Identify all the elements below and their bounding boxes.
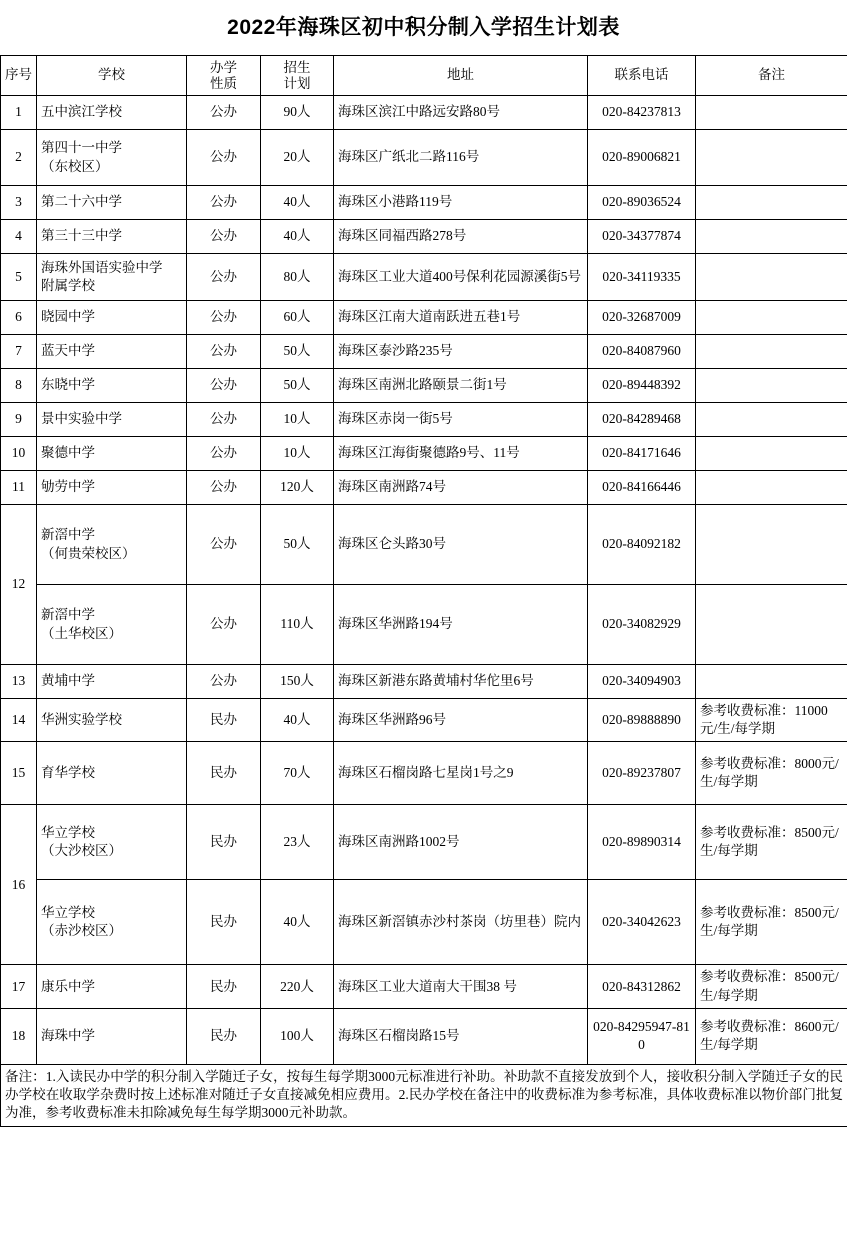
table-header	[1, 56, 847, 96]
page-title: 2022年海珠区初中积分制入学招生计划表	[227, 15, 620, 39]
cell-note	[696, 130, 847, 186]
cell-school	[37, 471, 187, 505]
cell-school	[37, 585, 187, 665]
header-index: 序号	[1, 56, 37, 96]
cell-school-type: 公办	[187, 301, 261, 335]
cell-quota: 100人	[261, 1008, 334, 1064]
school-campus: （土华校区）	[41, 625, 122, 641]
row-index: 10	[1, 437, 37, 471]
school-name: 第四十一中学	[41, 140, 122, 156]
school-name: 晓园中学	[41, 309, 95, 325]
row-index: 7	[1, 335, 37, 369]
cell-address: 海珠区石榴岗路七星岗1号之9	[334, 742, 588, 805]
cell-school	[37, 130, 187, 186]
cell-quota: 50人	[261, 369, 334, 403]
cell-note: 参考收费标准：8000元/生/每学期	[696, 742, 847, 805]
cell-school	[37, 742, 187, 805]
table-row	[1, 471, 847, 505]
title-bar	[0, 0, 847, 55]
cell-quota: 50人	[261, 335, 334, 369]
cell-quota: 150人	[261, 665, 334, 699]
cell-school	[37, 254, 187, 301]
cell-school-type: 民办	[187, 699, 261, 742]
footnote-text: 备注：1.入读民办中学的积分制入学随迁子女，按每生每学期3000元标准进行补助。补助款不直接发放到个人，接收积分制入学随迁子女的民办学校在收取学杂费时按上述标准对随迁子女直接减免相应费用。2.民办学校在备注中的收费标准为参考标准，具体收费标准以物价部门批复为准，参考收费标准未扣除减免每生每学期3000元补助款。	[1, 1064, 847, 1126]
cell-quota: 40人	[261, 186, 334, 220]
cell-address: 海珠区滨江中路远安路80号	[334, 96, 588, 130]
school-name: 华立学校	[41, 905, 95, 921]
cell-address: 海珠区江海街聚德路9号、11号	[334, 437, 588, 471]
table-row	[1, 1008, 847, 1064]
cell-school-type: 公办	[187, 437, 261, 471]
cell-school	[37, 220, 187, 254]
cell-address: 海珠区小港路119号	[334, 186, 588, 220]
row-index: 4	[1, 220, 37, 254]
cell-address: 海珠区新滘镇赤沙村茶岗（坊里巷）院内	[334, 880, 588, 965]
cell-school	[37, 1008, 187, 1064]
cell-note	[696, 403, 847, 437]
cell-address: 海珠区新港东路黄埔村华佗里6号	[334, 665, 588, 699]
table-row	[1, 437, 847, 471]
table-footer	[1, 1064, 847, 1126]
school-name: 新滘中学	[41, 527, 95, 543]
row-index: 13	[1, 665, 37, 699]
cell-school-type: 公办	[187, 403, 261, 437]
cell-note	[696, 186, 847, 220]
cell-quota: 110人	[261, 585, 334, 665]
cell-quota: 60人	[261, 301, 334, 335]
cell-note	[696, 220, 847, 254]
row-index: 12	[1, 505, 37, 665]
cell-school-type: 公办	[187, 335, 261, 369]
cell-quota: 220人	[261, 965, 334, 1008]
header-quota-line1: 招生	[283, 59, 311, 75]
table-row	[1, 254, 847, 301]
school-name: 康乐中学	[41, 978, 95, 994]
cell-school	[37, 369, 187, 403]
row-index: 6	[1, 301, 37, 335]
cell-note: 参考收费标准：8500元/生/每学期	[696, 965, 847, 1008]
cell-note	[696, 505, 847, 585]
school-name: 景中实验中学	[41, 411, 122, 427]
cell-note	[696, 665, 847, 699]
row-index: 17	[1, 965, 37, 1008]
cell-school	[37, 805, 187, 880]
cell-quota: 40人	[261, 220, 334, 254]
row-index: 15	[1, 742, 37, 805]
cell-phone: 020-89888890	[588, 699, 696, 742]
school-name: 海珠外国语实验中学	[41, 259, 163, 275]
table-row	[1, 186, 847, 220]
cell-school	[37, 880, 187, 965]
cell-address: 海珠区南洲路74号	[334, 471, 588, 505]
cell-school-type: 公办	[187, 505, 261, 585]
row-index: 1	[1, 96, 37, 130]
cell-phone: 020-89890314	[588, 805, 696, 880]
cell-phone: 020-84171646	[588, 437, 696, 471]
cell-note	[696, 301, 847, 335]
cell-note: 参考收费标准：8500元/生/每学期	[696, 880, 847, 965]
school-name: 黄埔中学	[41, 673, 95, 689]
enrollment-plan-table	[0, 55, 847, 1127]
cell-note	[696, 335, 847, 369]
table-row	[1, 665, 847, 699]
table-row	[1, 335, 847, 369]
table-row	[1, 699, 847, 742]
cell-address: 海珠区江南大道南跃进五巷1号	[334, 301, 588, 335]
cell-quota: 70人	[261, 742, 334, 805]
cell-school-type: 公办	[187, 369, 261, 403]
cell-note: 参考收费标准：8500元/生/每学期	[696, 805, 847, 880]
school-name: 华洲实验学校	[41, 712, 122, 728]
header-type-line1: 办学	[210, 59, 237, 75]
cell-school	[37, 965, 187, 1008]
row-index: 8	[1, 369, 37, 403]
cell-quota: 10人	[261, 403, 334, 437]
school-campus: （赤沙校区）	[41, 923, 122, 939]
table-row	[1, 880, 847, 965]
cell-school	[37, 335, 187, 369]
row-index: 16	[1, 805, 37, 965]
cell-address: 海珠区华洲路96号	[334, 699, 588, 742]
cell-address: 海珠区工业大道400号保利花园源溪街5号	[334, 254, 588, 301]
cell-school	[37, 505, 187, 585]
cell-phone: 020-84312862	[588, 965, 696, 1008]
cell-school-type: 公办	[187, 130, 261, 186]
cell-quota: 50人	[261, 505, 334, 585]
cell-address: 海珠区南洲北路颐景二街1号	[334, 369, 588, 403]
cell-address: 海珠区泰沙路235号	[334, 335, 588, 369]
school-campus: （何贵荣校区）	[41, 545, 136, 561]
cell-school	[37, 403, 187, 437]
header-quota	[261, 56, 334, 96]
table-row	[1, 805, 847, 880]
row-index: 14	[1, 699, 37, 742]
footnote-row	[1, 1064, 847, 1126]
row-index: 9	[1, 403, 37, 437]
cell-school	[37, 96, 187, 130]
cell-school-type: 公办	[187, 471, 261, 505]
cell-quota: 40人	[261, 880, 334, 965]
cell-school-type: 公办	[187, 220, 261, 254]
cell-phone: 020-34377874	[588, 220, 696, 254]
cell-address: 海珠区南洲路1002号	[334, 805, 588, 880]
school-name: 东晓中学	[41, 377, 95, 393]
cell-quota: 10人	[261, 437, 334, 471]
cell-school-type: 公办	[187, 96, 261, 130]
row-index: 11	[1, 471, 37, 505]
cell-school-type: 民办	[187, 880, 261, 965]
cell-school-type: 公办	[187, 585, 261, 665]
table-row	[1, 96, 847, 130]
school-name: 第二十六中学	[41, 194, 122, 210]
school-name: 蓝天中学	[41, 343, 95, 359]
cell-note: 参考收费标准：8600元/生/每学期	[696, 1008, 847, 1064]
cell-quota: 90人	[261, 96, 334, 130]
cell-phone: 020-34082929	[588, 585, 696, 665]
cell-phone: 020-84237813	[588, 96, 696, 130]
cell-address: 海珠区广纸北二路116号	[334, 130, 588, 186]
table-row	[1, 585, 847, 665]
table-row	[1, 220, 847, 254]
row-index: 3	[1, 186, 37, 220]
table-row	[1, 130, 847, 186]
cell-school-type: 民办	[187, 742, 261, 805]
table-row	[1, 965, 847, 1008]
cell-phone: 020-89237807	[588, 742, 696, 805]
cell-school	[37, 665, 187, 699]
cell-school-type: 公办	[187, 665, 261, 699]
cell-phone: 020-84092182	[588, 505, 696, 585]
row-index: 5	[1, 254, 37, 301]
cell-school	[37, 301, 187, 335]
school-campus: （东校区）	[41, 158, 109, 174]
school-name: 育华学校	[41, 765, 95, 781]
cell-phone: 020-89448392	[588, 369, 696, 403]
cell-quota: 20人	[261, 130, 334, 186]
cell-address: 海珠区同福西路278号	[334, 220, 588, 254]
cell-address: 海珠区华洲路194号	[334, 585, 588, 665]
cell-note	[696, 585, 847, 665]
header-row	[1, 56, 847, 96]
cell-note	[696, 254, 847, 301]
school-name: 海珠中学	[41, 1028, 95, 1044]
school-campus: （大沙校区）	[41, 843, 122, 859]
cell-note: 参考收费标准：11000元/生/每学期	[696, 699, 847, 742]
cell-address: 海珠区仑头路30号	[334, 505, 588, 585]
cell-school-type: 民办	[187, 1008, 261, 1064]
cell-note	[696, 471, 847, 505]
school-name: 第三十三中学	[41, 228, 122, 244]
cell-address: 海珠区石榴岗路15号	[334, 1008, 588, 1064]
table-row	[1, 742, 847, 805]
cell-school-type: 公办	[187, 254, 261, 301]
cell-quota: 80人	[261, 254, 334, 301]
cell-school	[37, 699, 187, 742]
table-row	[1, 369, 847, 403]
school-campus: 附属学校	[41, 278, 95, 293]
cell-phone: 020-84166446	[588, 471, 696, 505]
header-type-line2: 性质	[210, 75, 237, 91]
school-name: 聚德中学	[41, 445, 95, 461]
row-index: 2	[1, 130, 37, 186]
header-phone: 联系电话	[588, 56, 696, 96]
cell-phone: 020-34094903	[588, 665, 696, 699]
cell-phone: 020-34042623	[588, 880, 696, 965]
header-school: 学校	[37, 56, 187, 96]
cell-school-type: 公办	[187, 186, 261, 220]
cell-phone: 020-89006821	[588, 130, 696, 186]
table-row	[1, 301, 847, 335]
school-name: 劬劳中学	[41, 479, 95, 495]
cell-school-type: 民办	[187, 965, 261, 1008]
cell-phone: 020-84289468	[588, 403, 696, 437]
row-index: 18	[1, 1008, 37, 1064]
cell-school	[37, 186, 187, 220]
table-row	[1, 403, 847, 437]
cell-phone: 020-84087960	[588, 335, 696, 369]
school-name: 新滘中学	[41, 607, 95, 623]
header-address: 地址	[334, 56, 588, 96]
school-name: 华立学校	[41, 825, 95, 841]
header-note: 备注	[696, 56, 847, 96]
cell-quota: 40人	[261, 699, 334, 742]
cell-quota: 120人	[261, 471, 334, 505]
cell-school	[37, 437, 187, 471]
cell-phone: 020-89036524	[588, 186, 696, 220]
header-type	[187, 56, 261, 96]
cell-quota: 23人	[261, 805, 334, 880]
table-row	[1, 505, 847, 585]
cell-address: 海珠区赤岗一街5号	[334, 403, 588, 437]
school-name: 五中滨江学校	[41, 104, 122, 120]
cell-note	[696, 369, 847, 403]
cell-phone: 020-34119335	[588, 254, 696, 301]
cell-note	[696, 96, 847, 130]
cell-address: 海珠区工业大道南大干围38 号	[334, 965, 588, 1008]
cell-phone: 020-32687009	[588, 301, 696, 335]
table-body	[1, 96, 847, 1065]
cell-phone: 020-84295947-810	[588, 1008, 696, 1064]
cell-school-type: 民办	[187, 805, 261, 880]
cell-note	[696, 437, 847, 471]
header-quota-line2: 计划	[283, 75, 311, 91]
